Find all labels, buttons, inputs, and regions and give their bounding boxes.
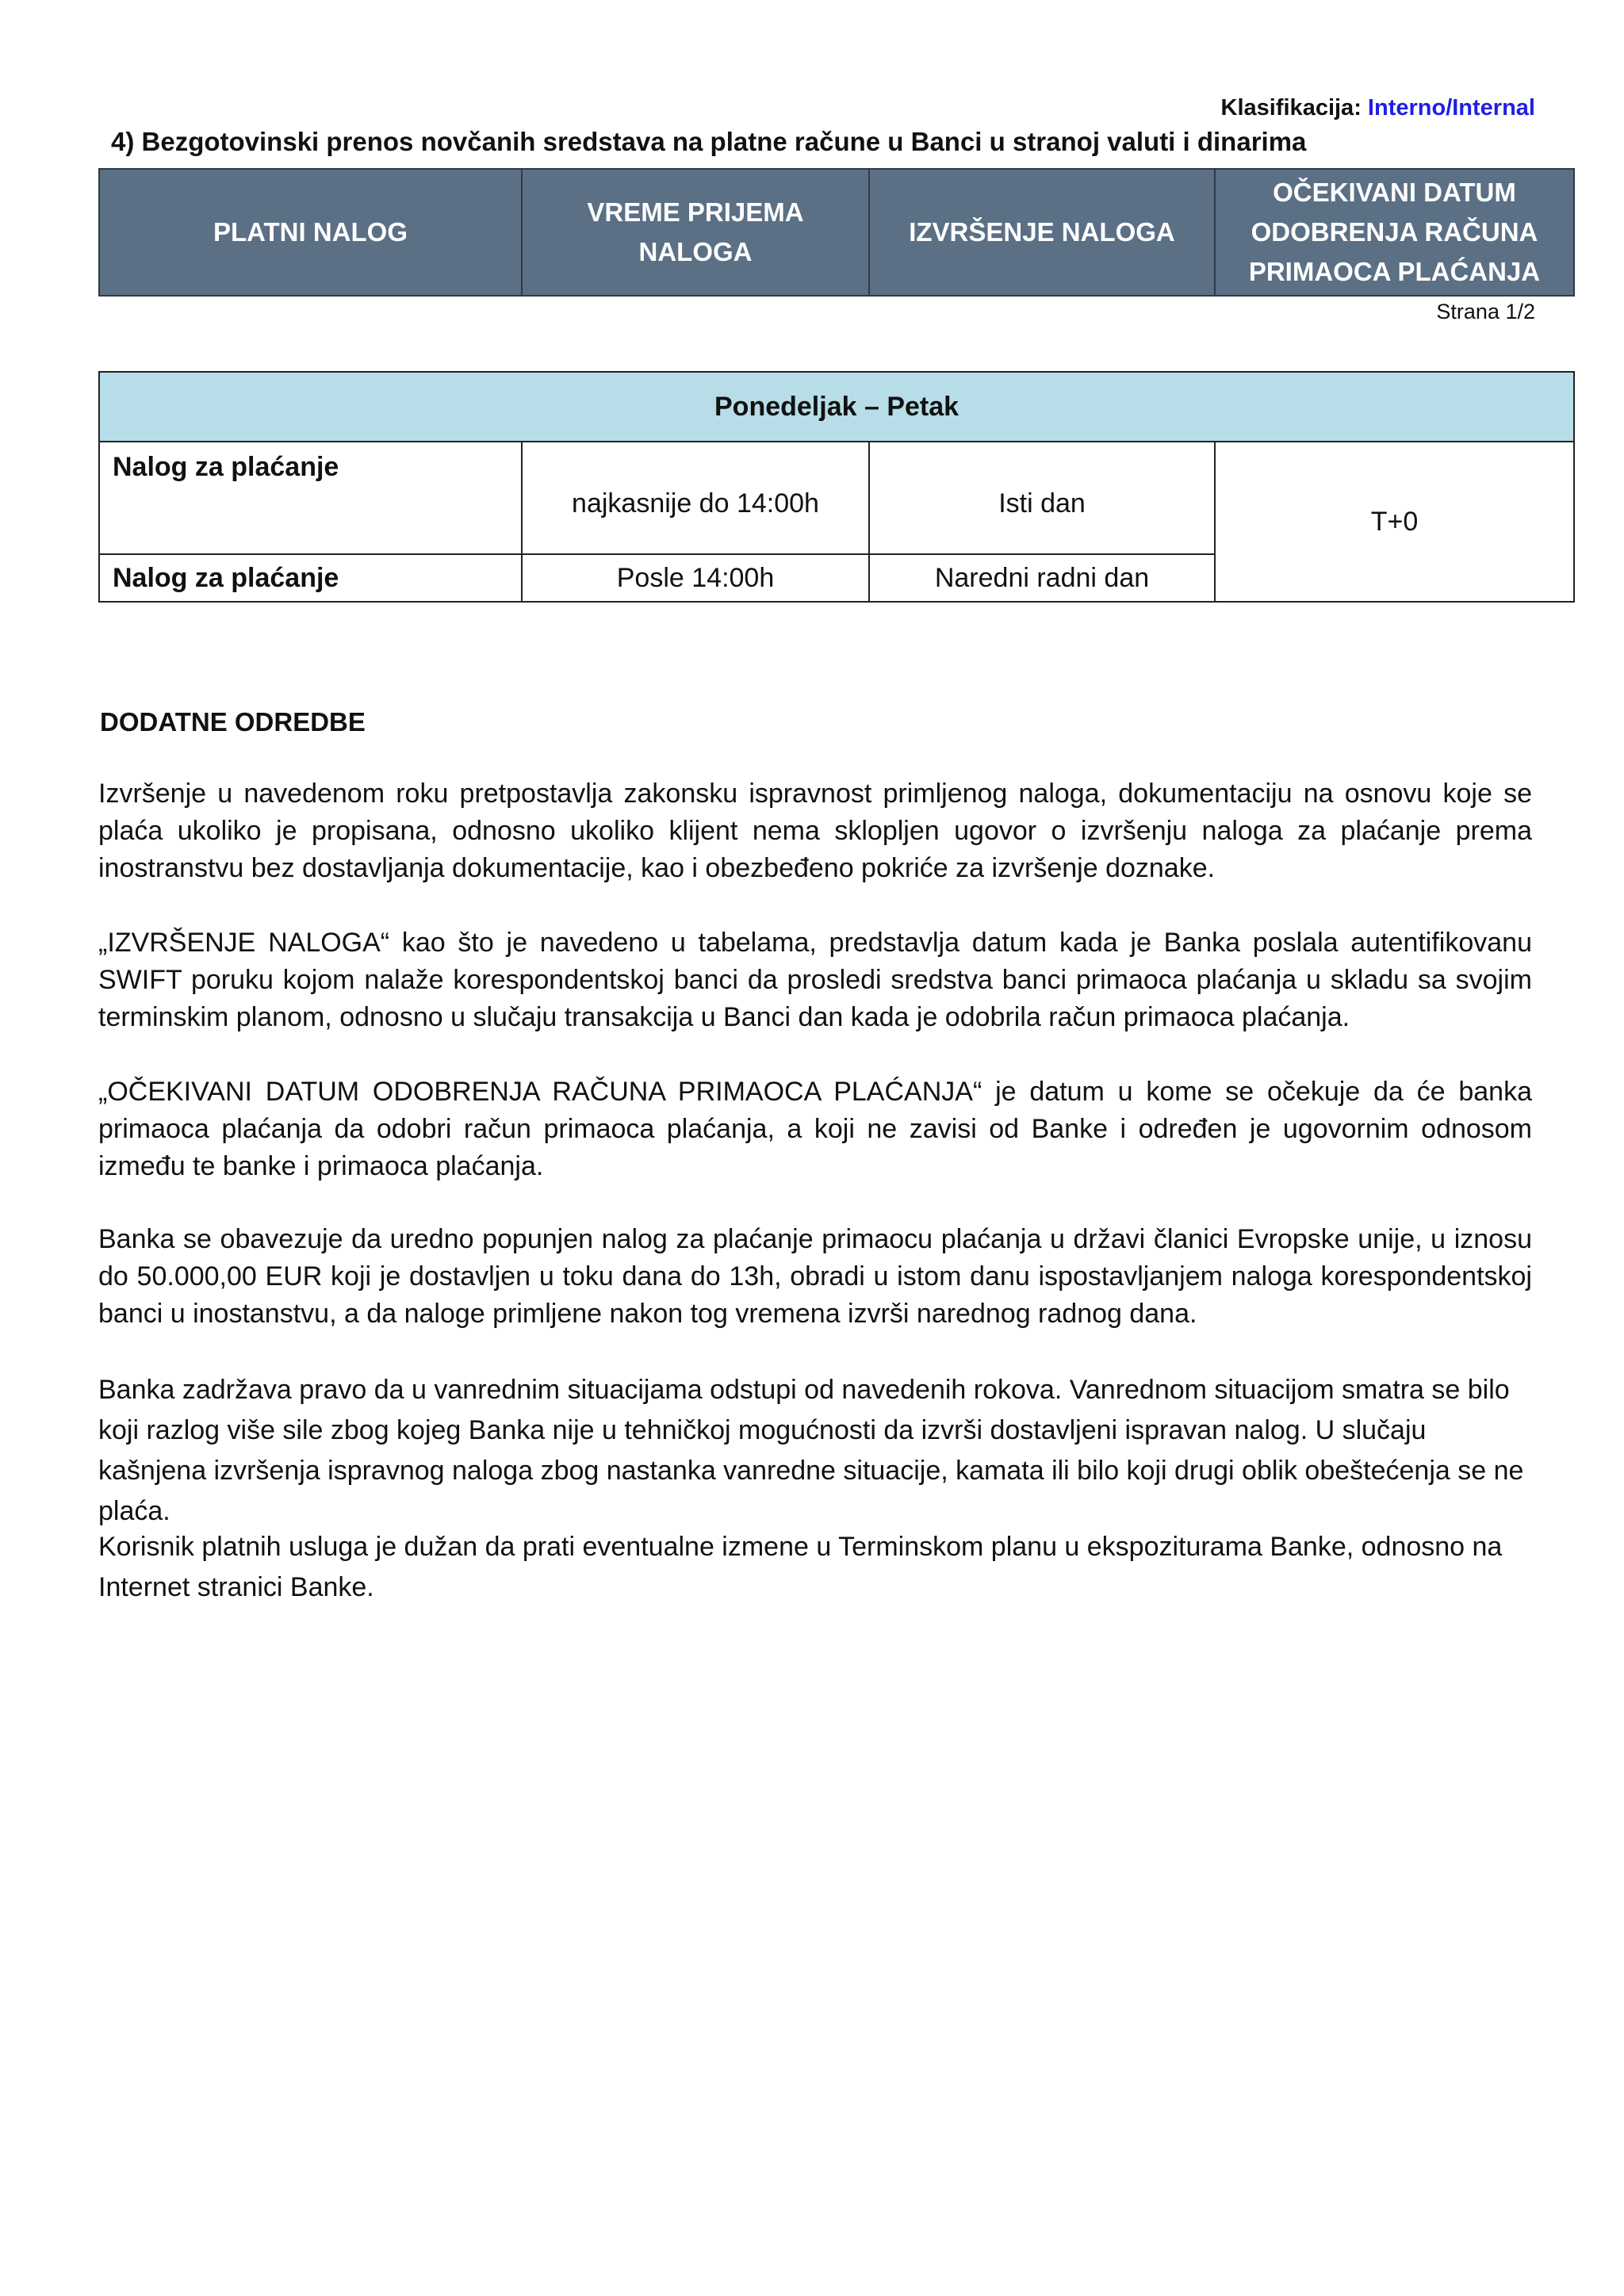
expected-date-cell: T+0 bbox=[1215, 442, 1574, 602]
provision-paragraph: Izvršenje u navedenom roku pretpostavlja zakonsku ispravnost primljenog naloga, dokumentaciju na osnovu koje se plaća ukoliko je propisana, odnosno ukoliko klijent nema sklopljen ugovor o izvršenju naloga za plaćanje prema inostranstvu bez dostavljanja dokumentacije, kao i obezbeđeno pokriće za izvršenje doznake. bbox=[98, 779, 1532, 883]
classification-key: Klasifikacija: bbox=[1220, 95, 1362, 121]
provision-paragraph: Banka zadržava pravo da u vanrednim situacijama odstupi od navedenih rokova. Vanrednom situacijom smatra se bilo koji razlog više sile zbog kojeg Banka nije u tehničkoj mogućnosti da izvrši dostavljeni ispravan nalog. U slučaju kašnjena izvršenja ispravnog naloga zbog nastanka vanredne situacije, kamata ili bilo koji drugi oblik obeštećenja se ne plaća. bbox=[98, 1375, 1524, 1526]
header-table bbox=[98, 168, 1575, 297]
page-indicator: Strana 1/2 bbox=[1436, 300, 1535, 323]
header-line: PLATNI NALOG bbox=[213, 217, 408, 247]
header-line: ODOBRENJA RAČUNA bbox=[1251, 217, 1538, 247]
header-row bbox=[99, 169, 1574, 296]
day-header-cell: Ponedeljak – Petak bbox=[99, 372, 1574, 442]
header-cell-vreme-prijema bbox=[522, 169, 869, 296]
order-type-cell: Nalog za plaćanje bbox=[99, 442, 522, 554]
header-line: OČEKIVANI DATUM bbox=[1273, 178, 1516, 207]
header-cell-izvrsenje bbox=[869, 169, 1215, 296]
classification-label bbox=[1221, 95, 1535, 121]
provision-paragraph: Korisnik platnih usluga je dužan da prati eventualne izmene u Terminskom planu u ekspoziturama Banke, odnosno na Internet stranici Banke. bbox=[98, 1532, 1503, 1602]
execution-cell: Naredni radni dan bbox=[869, 554, 1215, 602]
table-row bbox=[99, 442, 1574, 554]
schedule-table bbox=[98, 371, 1575, 603]
header-line: VREME PRIJEMA bbox=[587, 197, 804, 227]
header-line: NALOGA bbox=[638, 237, 753, 266]
provisions-heading: DODATNE ODREDBE bbox=[100, 707, 366, 737]
header-cell-ocekivani-datum bbox=[1215, 169, 1574, 296]
provision-paragraph: Banka se obavezuje da uredno popunjen nalog za plaćanje primaocu plaćanja u državi članici Evropske unije, u iznosu do 50.000,00 EUR koji je dostavljen u toku dana do 13h, obradi u istom danu ispostavljanjem naloga korespondentskoj banci u inostanstvu, a da naloge primljene nakon tog vremena izvrši narednog radnog dana. bbox=[98, 1224, 1532, 1329]
header-line: IZVRŠENJE NALOGA bbox=[909, 217, 1175, 247]
execution-cell: Isti dan bbox=[869, 442, 1215, 554]
header-line: PRIMAOCA PLAĆANJA bbox=[1248, 257, 1541, 286]
provision-paragraph: „IZVRŠENJE NALOGA“ kao što je navedeno u tabelama, predstavlja datum kada je Banka poslala autentifikovanu SWIFT poruku kojom nalaže korespondentskoj banci da prosledi sredstva banci primaoca plaćanja u skladu sa svojim terminskim planom, odnosno u slučaju transakcija u Banci dan kada je odobrila račun primaoca plaćanja. bbox=[98, 928, 1532, 1032]
provision-paragraph: „OČEKIVANI DATUM ODOBRENJA RAČUNA PRIMAOCA PLAĆANJA“ je datum u kome se očekuje da će banka primaoca plaćanja da odobri račun primaoca plaćanja, a koji ne zavisi od Banke i određen je ugovornim odnosom između te banke i primaoca plaćanja. bbox=[98, 1077, 1532, 1181]
day-header-row bbox=[99, 372, 1574, 442]
classification-value: Interno/Internal bbox=[1367, 95, 1535, 121]
order-type-cell: Nalog za plaćanje bbox=[99, 554, 522, 602]
receipt-time-cell: Posle 14:00h bbox=[522, 554, 869, 602]
receipt-time-cell: najkasnije do 14:00h bbox=[522, 442, 869, 554]
header-cell-platni-nalog bbox=[99, 169, 522, 296]
section-title: 4) Bezgotovinski prenos novčanih sredstava na platne račune u Banci u stranoj valuti i dinarima bbox=[111, 127, 1307, 156]
